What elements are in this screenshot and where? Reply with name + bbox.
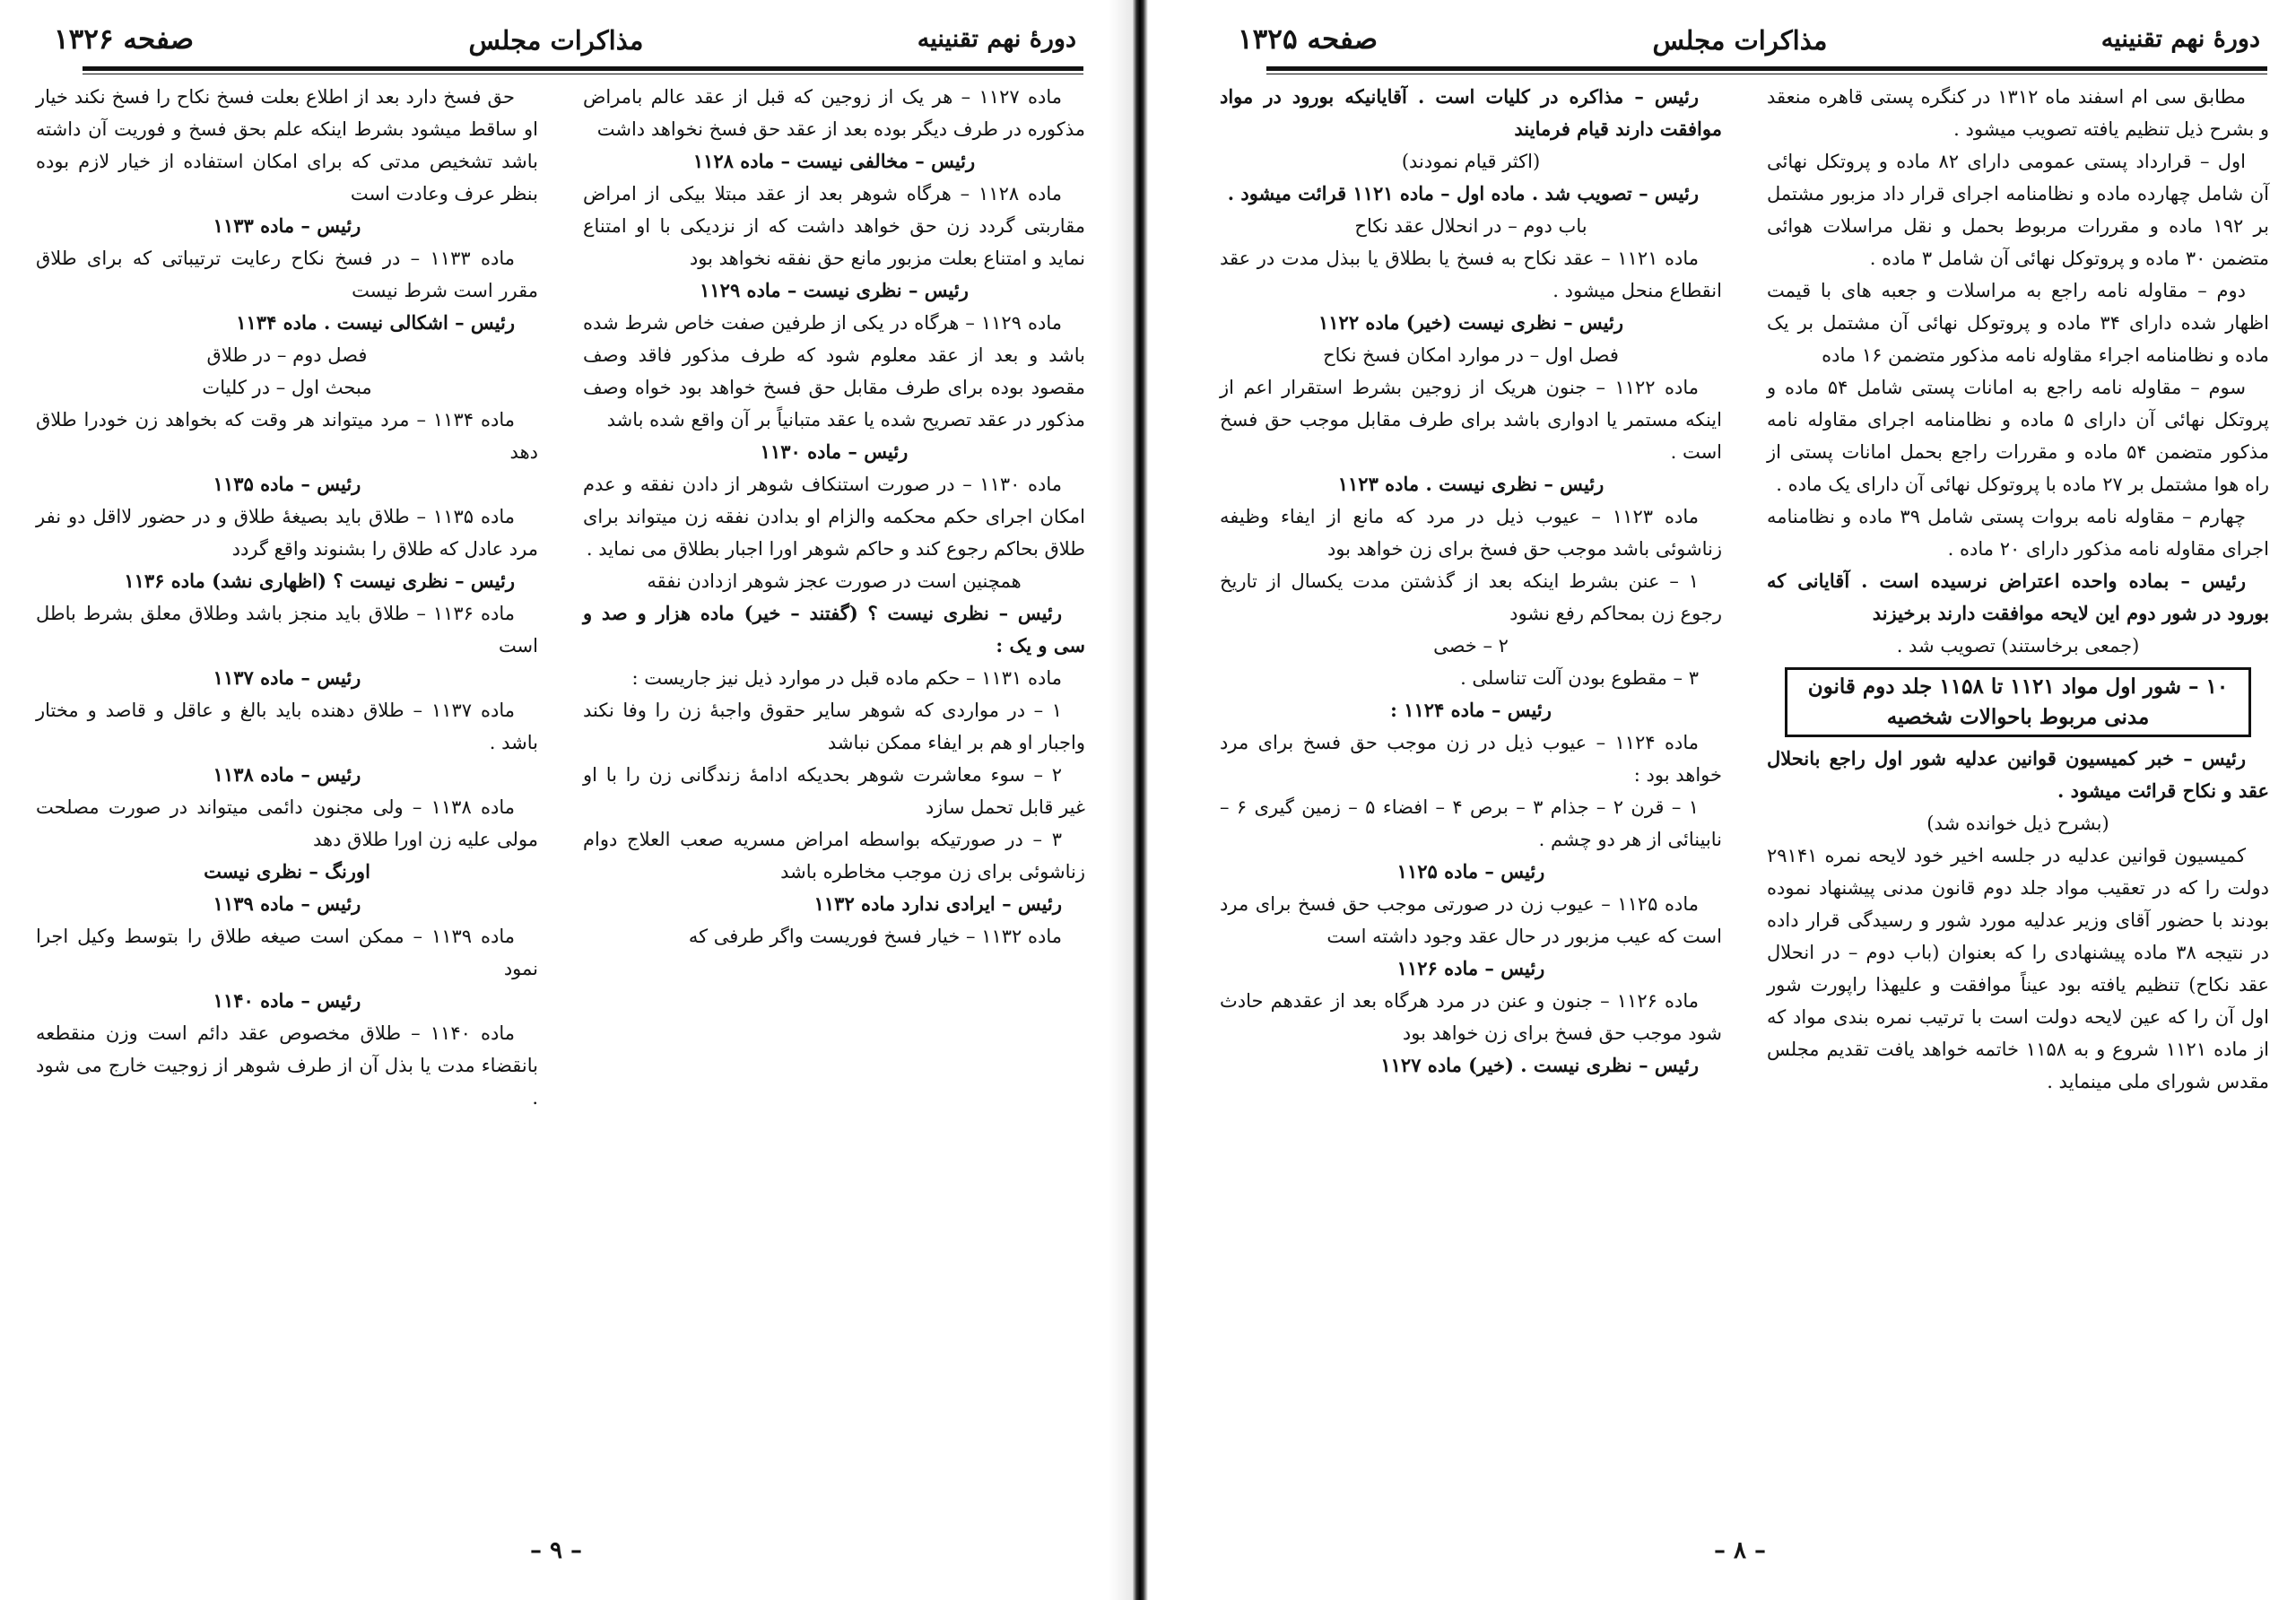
paragraph: ماده ۱۱۳۷ – طلاق دهنده باید بالغ و عاقل و قاصد و مختار باشد . <box>36 700 538 753</box>
speaker-line: رئیس – بماده واحده اعتراض نرسیده است . آقایانی که بورود در شور دوم این لایحه موافقت دارند برخیزند <box>1767 570 2269 624</box>
paragraph: ماده ۱۱۲۴ – عیوب ذیل در زن موجب حق فسخ برای مرد خواهد بود : <box>1220 732 1722 786</box>
page-number: صفحه ۱۳۲۵ <box>1238 23 1378 56</box>
list-item: ۳ – در صورتیکه بواسطه امراض مسریه صعب العلاج دوام زناشوئی برای زن موجب مخاطره باشد <box>583 829 1085 883</box>
paragraph: کمیسیون قوانین عدلیه در جلسه اخیر خود لایحه نمره ۲۹۱۴۱ دولت را که در تعقیب مواد جلد دوم قانون مدنی پیشنهاد نموده بودند با حضور آقای وزیر عدلیه مورد شور و رسیدگی قرار داده در نتیجه ۳۸ ماده پیشنهادی را که بعنوان (باب دوم – در انحلال عقد نکاح) تنظیم یافته بود عیناً موافقت و علیهذا راپورت شور اول آن را که عین لایحه دولت است با ترتیب نمره بندی مواد که از ماده ۱۱۲۱ شروع و به ۱۱۵۸ خاتمه خواهد یافت تقدیم مجلس مقدس شورای ملی مینماید . <box>1767 845 2269 1092</box>
speaker-line: اورنگ – نظری نیست <box>204 860 370 883</box>
text-column-right <box>583 81 1085 952</box>
speaker-line: رئیس – ماده ۱۱۲۶ <box>1396 957 1545 979</box>
speaker-line: رئیس – ماده ۱۱۳۹ <box>213 892 361 915</box>
page-folio: – ۸ – <box>1713 1537 1767 1564</box>
paragraph: ماده ۱۱۲۸ – هرگاه شوهر بعد از عقد مبتلا بیکی از امراض مقاربتی گردد زن حق خواهد داشت که از نزدیکی با او امتناع نماید و امتناع بعلت مزبور مانع حق نفقه نخواهد بود <box>583 183 1085 269</box>
page-header <box>0 20 1112 61</box>
section-heading: فصل دوم – در طلاق <box>206 344 368 366</box>
speaker-line: رئیس – ماده ۱۱۳۳ <box>213 214 361 237</box>
header-rule <box>1266 66 2267 71</box>
speaker-line: رئیس – ماده ۱۱۴۰ <box>213 989 361 1012</box>
paragraph: ماده ۱۱۳۲ – خیار فسخ فوریست واگر طرفی که <box>688 926 1062 947</box>
speaker-line: رئیس – نظری نیست (خیر) ماده ۱۱۲۲ <box>1318 311 1623 334</box>
paragraph: ماده ۱۱۲۳ – عیوب ذیل در مرد که مانع از ایفاء وظیفه زناشوئی باشد موجب حق فسخ برای زن خواهد بود <box>1220 506 1722 560</box>
speaker-line: رئیس – ماده ۱۱۳۸ <box>213 763 361 786</box>
session-label: دورهٔ نهم تقنینیه <box>2100 25 2260 53</box>
speaker-line: رئیس – اشکالی نیست . ماده ۱۱۳۴ <box>236 311 515 334</box>
agenda-item-heading: ۱۰ – شور اول مواد ۱۱۲۱ تا ۱۱۵۸ جلد دوم قانون مدنی مربوط باحوالات شخصیه <box>1785 667 2251 737</box>
paragraph: ماده ۱۱۳۴ – مرد میتواند هر وقت که بخواهد زن خودرا طلاق دهد <box>36 409 538 463</box>
paragraph: چهارم – مقاوله نامه بروات پستی شامل ۳۹ ماده و نظامنامه اجرای مقاوله نامه مذکور دارای ۲۰ ماده . <box>1767 506 2269 560</box>
list-item: ۱ – عنن بشرط اینکه بعد از گذشتن مدت یکسال از تاریخ رجوع زن بمحاکم رفع نشود <box>1220 570 1722 624</box>
paragraph: ماده ۱۱۲۶ – جنون و عنن در مرد هرگاه بعد از عقدهم حادث شود موجب حق فسخ برای زن خواهد بود <box>1220 990 1722 1044</box>
paragraph: اول – قرارداد پستی عمومی دارای ۸۲ ماده و پروتکل نهائی آن شامل چهارده ماده و نظامنامه اجرای قرار داد مزبور مشتمل بر ۱۹۲ ماده و مقررات مربوط بحمل و نقل مراسلات هوائی متضمن ۳۰ ماده و پروتوکل نهائی آن شامل ۳ ماده . <box>1767 151 2269 269</box>
speaker-line: رئیس – ماده ۱۱۲۵ <box>1396 860 1545 883</box>
left-page <box>0 0 1112 1600</box>
speaker-line: رئیس – نظری نیست – ماده ۱۱۲۹ <box>700 279 969 301</box>
page-folio: – ۹ – <box>529 1537 583 1564</box>
speaker-line: رئیس – خبر کمیسیون قوانین عدلیه شور اول راجع بانحلال عقد و نکاح قرائت میشود . <box>1767 747 2269 802</box>
list-item: ۳ – مقطوع بودن آلت تناسلی . <box>1460 667 1699 689</box>
section-heading: باب دوم – در انحلال عقد نکاح <box>1354 215 1587 237</box>
speaker-line: رئیس – ماده ۱۱۳۵ <box>213 473 361 495</box>
session-label: دورهٔ نهم تقنینیه <box>917 25 1076 53</box>
speaker-line: رئیس – مذاکره در کلیات است . آقایانیکه بورود در مواد موافقت دارند قیام فرمایند <box>1220 85 1722 140</box>
page-header <box>1184 20 2296 61</box>
page-number: صفحه ۱۳۲۶ <box>54 23 195 56</box>
journal-title: مذاکرات مجلس <box>1652 25 1828 56</box>
paragraph: ماده ۱۱۳۶ – طلاق باید منجز باشد وطلاق معلق بشرط باطل است <box>36 603 538 657</box>
paragraph: ماده ۱۱۲۷ – هر یک از زوجین که قبل از عقد عالم بامراض مذکوره در طرف دیگر بوده بعد از عقد حق فسخ نخواهد داشت <box>583 86 1085 140</box>
journal-title: مذاکرات مجلس <box>468 25 644 56</box>
paragraph: ماده ۱۱۲۵ – عیوب زن در صورتی موجب حق فسخ برای مرد است که عیب مزبور در حال عقد وجود داشته است <box>1220 893 1722 947</box>
section-heading: مبحث اول – در کلیات <box>202 377 372 398</box>
speaker-line: رئیس – ماده ۱۱۲۴ : <box>1390 699 1552 721</box>
speaker-line: رئیس – مخالفی نیست – ماده ۱۱۲۸ <box>692 150 976 172</box>
list-item: ۱ – در مواردی که شوهر سایر حقوق واجبهٔ زن را وفا نکند واجبار او هم بر ایفاء ممکن نباشد <box>583 700 1085 753</box>
text-column-left <box>36 81 538 1114</box>
speaker-line: رئیس – ماده ۱۱۳۰ <box>760 440 909 463</box>
paragraph: دوم – مقاوله نامه راجع به مراسلات و جعبه های با قیمت اظهار شده دارای ۳۴ ماده و پروتوکل نهائی آن مشتمل بر یک ماده و نظامنامه اجراء مقاوله نامه مذکور متضمن ۱۶ ماده <box>1767 280 2270 366</box>
paragraph: (بشرح ذیل خوانده شد) <box>1926 813 2109 834</box>
paragraph: (اکثر قیام نمودند) <box>1401 151 1541 172</box>
paragraph: ماده ۱۱۳۰ – در صورت استنکاف شوهر از دادن نفقه و عدم امکان اجرای حکم محکمه والزام او بدادن نفقه زن میتواند برای طلاق بحاکم رجوع کند و حاکم شوهر اورا اجبار بطلاق می نماید . <box>583 474 1085 560</box>
speaker-line: رئیس – تصویب شد . ماده اول – ماده ۱۱۲۱ قرائت میشود . <box>1227 182 1699 204</box>
speaker-line: رئیس – ماده ۱۱۳۷ <box>213 666 361 689</box>
right-page <box>1184 0 2296 1600</box>
paragraph: همچنین است در صورت عجز شوهر ازدادن نفقه <box>647 570 1022 592</box>
speaker-line: رئیس – نظری نیست . ماده ۱۱۲۳ <box>1337 473 1605 495</box>
paragraph: ماده ۱۱۳۳ – در فسخ نکاح رعایت ترتیباتی که برای طلاق مقرر است شرط نیست <box>36 248 538 301</box>
list-item: ۲ – سوء معاشرت شوهر بحدیکه ادامهٔ زندگانی زن را با او غیر قابل تحمل سازد <box>583 764 1085 818</box>
speaker-line: رئیس – نظری نیست ؟ (گفتند – خیر) ماده هزار و صد و سی و یک : <box>583 602 1085 657</box>
paragraph: ماده ۱۱۲۹ – هرگاه در یکی از طرفین صفت خاص شرط شده باشد و بعد از عقد معلوم شود که طرف مذکور فاقد وصف مقصود بوده برای طرف مقابل حق فسخ خواهد بود خواه وصف مذکور در عقد تصریح شده یا عقد متبانیاً بر آن واقع شده باشد <box>583 312 1085 430</box>
paragraph: مطابق سی ام اسفند ماه ۱۳۱۲ در کنگره پستی قاهره منعقد و بشرح ذیل تنظیم یافته تصویب میشود . <box>1767 86 2269 140</box>
header-rule <box>83 66 1083 71</box>
paragraph: ماده ۱۱۲۲ – جنون هریک از زوجین بشرط استقرار اعم از اینکه مستمر یا ادواری باشد برای طرف مقابل موجب حق فسخ است . <box>1220 377 1722 463</box>
speaker-line: رئیس – نظری نیست ؟ (اظهاری نشد) ماده ۱۱۳۶ <box>124 570 515 592</box>
paragraph: (جمعی برخاستند) تصویب شد . <box>1896 635 2140 657</box>
paragraph: ماده ۱۱۳۵ – طلاق باید بصیغهٔ طلاق و در حضور لااقل دو نفر مرد عادل که طلاق را بشنوند واقع گردد <box>36 506 538 560</box>
text-column-right <box>1767 81 2269 1098</box>
paragraph: ماده ۱۱۳۹ – ممکن است صیغه طلاق را بتوسط وکیل اجرا نمود <box>36 926 538 979</box>
list-item: ۲ – خصی <box>1433 635 1509 657</box>
paragraph: ماده ۱۱۳۱ – حکم ماده قبل در موارد ذیل نیز جاریست : <box>631 667 1062 689</box>
paragraph: ماده ۱۱۳۸ – ولی مجنون دائمی میتواند در صورت مصلحت مولی علیه زن اورا طلاق دهد <box>36 796 538 850</box>
speaker-line: رئیس – نظری نیست . (خیر) ماده ۱۱۲۷ <box>1380 1054 1699 1076</box>
paragraph: ماده ۱۱۴۰ – طلاق مخصوص عقد دائم است وزن منقطعه بانقضاء مدت یا بذل آن از طرف شوهر از زوجیت خارج می شود . <box>36 1022 538 1109</box>
speaker-line: رئیس – ایرادی ندارد ماده ۱۱۳۲ <box>813 892 1062 915</box>
section-heading: فصل اول – در موارد امکان فسخ نکاح <box>1323 344 1619 366</box>
text-column-left <box>1220 81 1722 1082</box>
book-gutter <box>1132 0 1148 1600</box>
paragraph: حق فسخ دارد بعد از اطلاع بعلت فسخ نکاح را فسخ نکند خیار او ساقط میشود بشرط اینکه علم بحق فسخ و فوریت آن داشته باشد تشخیص مدتی که برای امکان استفاده از خیار لازم بوده بنظر عرف وعادت است <box>36 86 538 204</box>
list-item: ۱ – قرن ۲ – جذام ۳ – برص ۴ – افضاء ۵ – زمین گیری ۶ – نابینائی از هر دو چشم . <box>1220 796 1722 850</box>
paragraph: ماده ۱۱۲۱ – عقد نکاح به فسخ یا بطلاق یا ببذل مدت در عقد انقطاع منحل میشود . <box>1220 248 1722 301</box>
paragraph: سوم – مقاوله نامه راجع به امانات پستی شامل ۵۴ ماده و پروتکل نهائی آن دارای ۵ ماده و نظامنامه اجرای مقاوله نامه مذکور متضمن ۵۴ ماده و مقررات راجع بحمل امانات پستی از راه هوا مشتمل بر ۲۷ ماده با پروتوکل نهائی آن دارای یک ماده . <box>1767 377 2270 495</box>
